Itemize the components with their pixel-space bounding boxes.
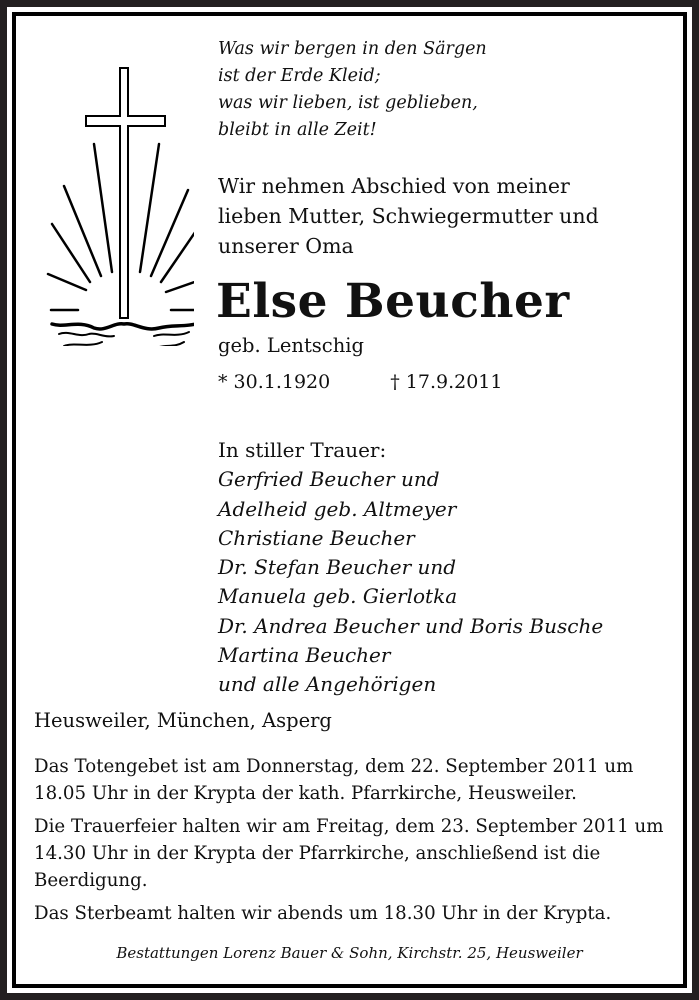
motto-line: was wir lieben, ist geblieben, xyxy=(218,93,478,113)
intro-line: lieben Mutter, Schwiegermutter und xyxy=(218,204,599,228)
announcements xyxy=(34,753,673,933)
mourner-name: und alle Angehörigen xyxy=(218,672,437,697)
birth-date: * 30.1.1920 xyxy=(218,371,331,393)
motto-line: bleibt in alle Zeit! xyxy=(218,120,377,140)
cross-with-rays-and-water-icon xyxy=(34,66,194,346)
intro-line: unserer Oma xyxy=(218,234,354,258)
deceased-name: Else Beucher xyxy=(216,274,570,329)
places: Heusweiler, München, Asperg xyxy=(34,709,332,732)
birth-name: geb. Lentschig xyxy=(218,334,364,357)
motto-line: Was wir bergen in den Särgen xyxy=(218,39,487,59)
mourner-name: Adelheid geb. Altmeyer xyxy=(218,496,457,521)
obituary-notice xyxy=(12,12,687,988)
notice-outer-frame xyxy=(7,7,692,993)
mourners-heading: In stiller Trauer: xyxy=(218,438,387,462)
mourner-name: Christiane Beucher xyxy=(218,525,415,550)
motto-line: ist der Erde Kleid; xyxy=(218,66,381,86)
intro-line: Wir nehmen Abschied von meiner xyxy=(218,174,570,198)
mourner-name: Dr. Andrea Beucher und Boris Busche xyxy=(218,613,604,638)
mourner-name: Manuela geb. Gierlotka xyxy=(218,584,458,609)
motto-verse xyxy=(218,36,487,144)
death-date: † 17.9.2011 xyxy=(390,371,503,393)
mourner-name: Martina Beucher xyxy=(218,643,391,668)
mourner-name: Gerfried Beucher und xyxy=(218,467,440,492)
announcement-prayer: Das Totengebet ist am Donnerstag, dem 22. September 2011 um 18.05 Uhr in der Krypta der kath. Pfarrkirche, Heusweiler. xyxy=(34,756,634,804)
farewell-intro xyxy=(218,171,599,261)
announcement-requiem: Das Sterbeamt halten wir abends um 18.30 Uhr in der Krypta. xyxy=(34,903,612,924)
mourners-list xyxy=(218,436,603,700)
life-dates xyxy=(218,371,503,393)
mourner-name: Dr. Stefan Beucher und xyxy=(218,555,457,580)
announcement-funeral: Die Trauerfeier halten wir am Freitag, dem 23. September 2011 um 14.30 Uhr in der Krypta der Pfarrkirche, anschließend ist die Beerdigung. xyxy=(34,816,664,891)
undertaker-credit: Bestattungen Lorenz Bauer & Sohn, Kirchstr. 25, Heusweiler xyxy=(116,944,583,962)
